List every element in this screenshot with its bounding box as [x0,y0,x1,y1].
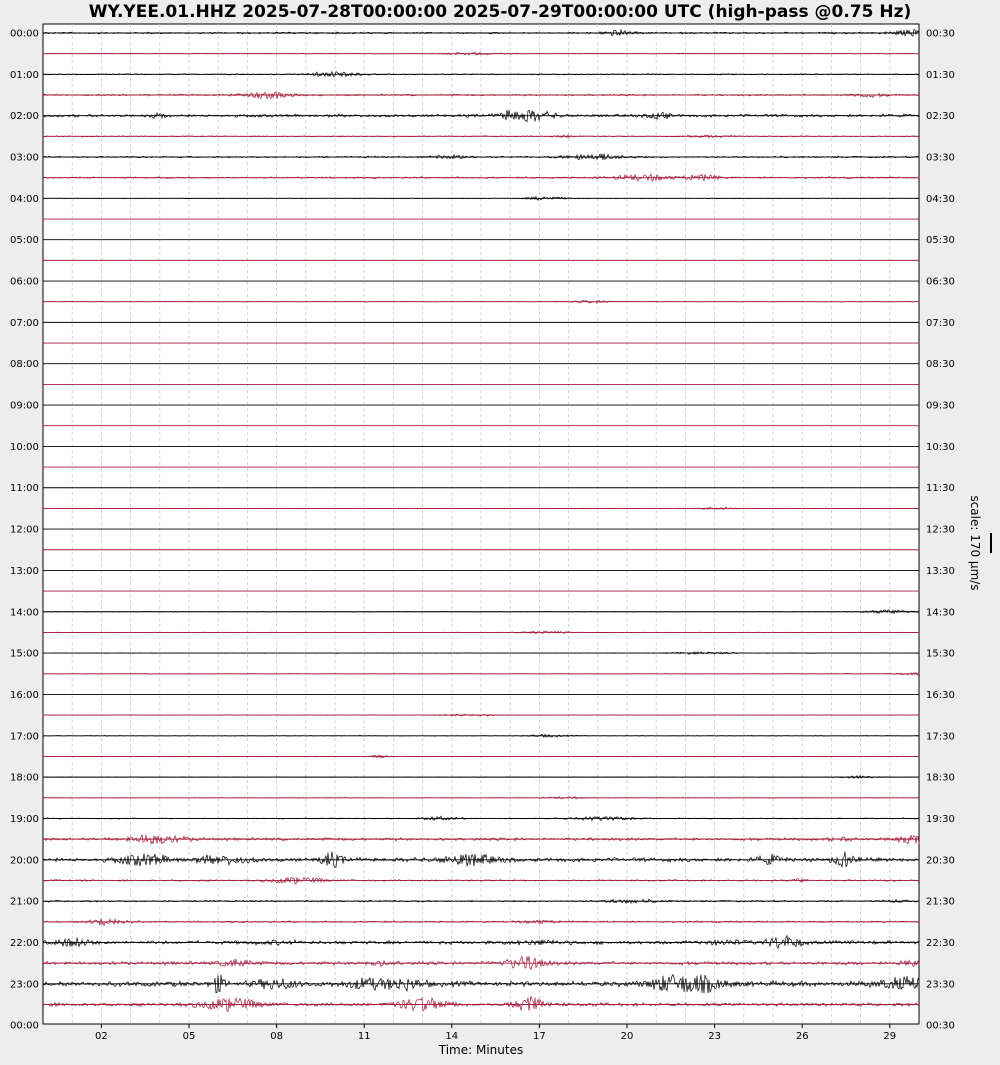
x-axis-label: Time: Minutes [438,1043,524,1057]
right-time-label: 14:30 [926,607,955,619]
left-time-label: 08:00 [10,359,39,371]
x-tick-label: 14 [445,1031,459,1042]
left-time-label: 00:00 [10,1020,39,1032]
left-time-label: 18:00 [10,772,39,784]
x-tick-label: 05 [182,1031,196,1042]
left-time-label: 12:00 [10,524,39,536]
left-time-labels [10,29,39,1032]
right-time-label: 04:30 [926,193,955,205]
right-time-label: 18:30 [926,772,955,784]
right-time-labels [926,29,955,1032]
left-time-label: 14:00 [10,607,39,619]
scale-bar [990,533,992,553]
left-time-label: 15:00 [10,648,39,660]
left-time-label: 19:00 [10,813,39,825]
x-axis-ticks [95,1024,896,1042]
left-time-label: 01:00 [10,69,39,81]
right-time-label: 20:30 [926,855,955,867]
right-time-label: 19:30 [926,813,955,825]
x-tick-label: 11 [357,1031,371,1042]
left-time-label: 04:00 [10,193,39,205]
right-time-label: 21:30 [926,896,955,908]
right-time-label: 13:30 [926,565,955,577]
x-tick-label: 08 [270,1031,283,1042]
x-tick-label: 23 [708,1031,721,1042]
right-time-label: 12:30 [926,524,955,536]
right-time-label: 06:30 [926,276,955,288]
left-time-label: 03:00 [10,152,39,164]
right-time-label: 01:30 [926,69,955,81]
left-time-label: 22:00 [10,937,39,949]
left-time-label: 16:00 [10,689,39,701]
left-time-label: 07:00 [10,317,39,329]
right-time-label: 07:30 [926,317,955,329]
right-time-label: 08:30 [926,359,955,371]
right-time-label: 00:30 [926,28,955,40]
x-tick-label: 17 [533,1031,546,1042]
left-time-label: 06:00 [10,276,39,288]
left-time-label: 02:00 [10,111,39,123]
left-time-label: 13:00 [10,565,39,577]
right-time-label: 02:30 [926,111,955,123]
right-time-label: 03:30 [926,152,955,164]
right-time-label: 11:30 [926,483,955,495]
left-time-label: 17:00 [10,731,39,743]
right-time-label: 09:30 [926,400,955,412]
left-time-label: 23:00 [10,979,39,991]
scale-label: scale: 170 μm/s [968,495,982,591]
x-tick-label: 29 [883,1031,897,1042]
right-time-label: 00:30 [926,1020,955,1032]
right-time-label: 10:30 [926,441,955,453]
x-tick-label: 20 [620,1031,634,1042]
right-time-label: 05:30 [926,235,955,247]
left-time-label: 00:00 [10,28,39,40]
chart-title: WY.YEE.01.HHZ 2025-07-28T00:00:00 2025-07-29T00:00:00 UTC (high-pass @0.75 Hz) [88,2,912,22]
left-time-label: 10:00 [10,441,39,453]
x-tick-label: 02 [95,1031,108,1042]
right-time-label: 17:30 [926,731,955,743]
x-tick-label: 26 [795,1031,809,1042]
left-time-label: 09:00 [10,400,39,412]
right-time-label: 15:30 [926,648,955,660]
left-time-label: 20:00 [10,855,39,867]
right-time-label: 22:30 [926,937,955,949]
left-time-label: 11:00 [10,483,39,495]
left-time-label: 21:00 [10,896,39,908]
right-time-label: 16:30 [926,689,955,701]
right-time-label: 23:30 [926,979,955,991]
left-time-label: 05:00 [10,235,39,247]
